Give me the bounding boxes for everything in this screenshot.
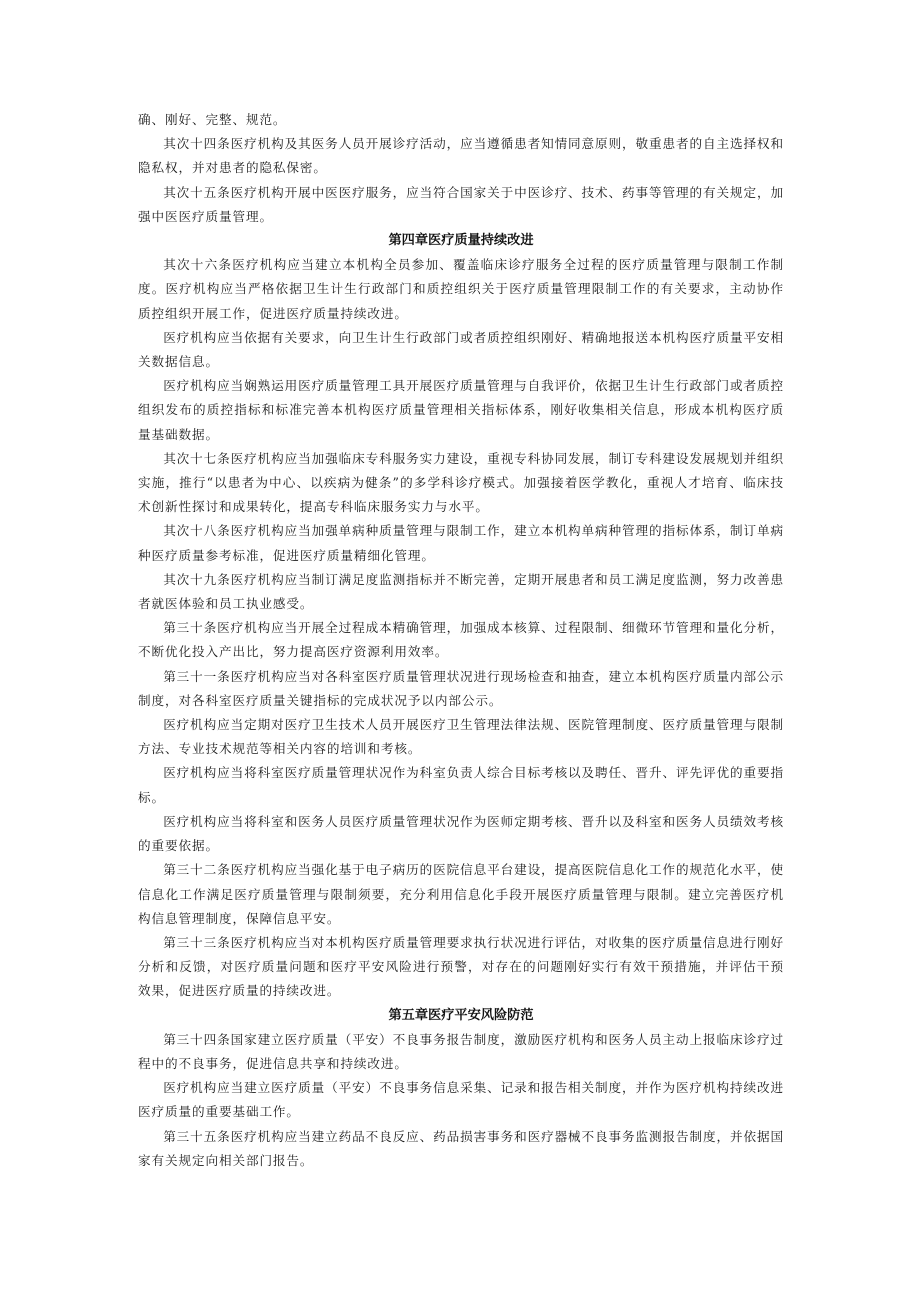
paragraph: 医疗机构应当依据有关要求，向卫生计生行政部门或者质控组织刚好、精确地报送本机构医疗质量平安相关数据信息。: [138, 329, 784, 370]
paragraph: 其次十九条医疗机构应当制订满足度监测指标并不断完善，定期开展患者和员工满足度监测，努力改善患者就医体验和员工执业感受。: [138, 571, 784, 612]
paragraph: 医疗机构应当建立医疗质量（平安）不良事务信息采集、记录和报告相关制度，并作为医疗机构持续改进医疗质量的重要基础工作。: [138, 1080, 784, 1120]
paragraph: 第三十二条医疗机构应当强化基于电子病历的医院信息平台建设，提高医院信息化工作的规范化水平，使信息化工作满足医疗质量管理与限制须要，充分利用信息化手段开展医疗质量管理与限制。建立完善医疗机构信息管理制度，保障信息平安。: [138, 862, 784, 926]
paragraph: 其次十五条医疗机构开展中医医疗服务，应当符合国家关于中医诊疗、技术、药事等管理的有关规定，加强中医医疗质量管理。: [138, 184, 784, 224]
paragraph: 第三十条医疗机构应当开展全过程成本精确管理，加强成本核算、过程限制、细微环节管理和量化分析，不断优化投入产出比，努力提高医疗资源利用效率。: [138, 620, 784, 660]
paragraph: 医疗机构应当将科室医疗质量管理状况作为科室负责人综合目标考核以及聘任、晋升、评先评优的重要指标。: [138, 765, 784, 805]
chapter-heading: 第五章医疗平安风险防范: [388, 1007, 534, 1023]
paragraph: 医疗机构应当娴熟运用医疗质量管理工具开展医疗质量管理与自我评价，依据卫生计生行政部门或者质控组织发布的质控指标和标准完善本机构医疗质量管理相关指标体系，刚好收集相关信息，形成本机构医疗质量基础数据。: [138, 378, 784, 442]
paragraph: 医疗机构应当将科室和医务人员医疗质量管理状况作为医师定期考核、晋升以及科室和医务人员绩效考核的重要依据。: [138, 813, 784, 854]
paragraph: 其次十七条医疗机构应当加强临床专科服务实力建设，重视专科协同发展，制订专科建设发展规划并组织实施，推行“以患者为中心、以疾病为健条”的多学科诊疗模式。加强接着医学教化，重视人才培育、临床技术创新性探讨和成果转化，提高专科临床服务实力与水平。: [138, 450, 784, 515]
chapter-heading: 第四章医疗质量持续改进: [388, 233, 534, 249]
paragraph: 其次十六条医疗机构应当建立本机构全员参加、覆盖临床诊疗服务全过程的医疗质量管理与限制工作制度。医疗机构应当严格依据卫生计生行政部门和质控组织关于医疗质量管理限制工作的有关要求，主动协作质控组织开展工作，促进医疗质量持续改进。: [138, 257, 784, 321]
paragraph: 第三十四条国家建立医疗质量（平安）不良事务报告制度，激励医疗机构和医务人员主动上报临床诊疗过程中的不良事务，促进信息共享和持续改进。: [138, 1031, 784, 1071]
paragraph: 第三十一条医疗机构应当对各科室医疗质量管理状况进行现场检查和抽查，建立本机构医疗质量内部公示制度，对各科室医疗质量关键指标的完成状况予以内部公示。: [138, 668, 784, 708]
paragraph: 第三十三条医疗机构应当对本机构医疗质量管理要求执行状况进行评估，对收集的医疗质量信息进行刚好分析和反馈，对医疗质量问题和医疗平安风险进行预警，对存在的问题刚好实行有效干预措施，并评估干预效果，促进医疗质量的持续改进。: [138, 934, 784, 999]
paragraph: 其次十四条医疗机构及其医务人员开展诊疗活动，应当遵循患者知情同意原则，敬重患者的自主选择权和隐私权，并对患者的隐私保密。: [138, 136, 784, 176]
paragraph: 第三十五条医疗机构应当建立药品不良反应、药品损害事务和医疗器械不良事务监测报告制度，并依据国家有关规定向相关部门报告。: [138, 1128, 784, 1168]
document-body: [138, 108, 784, 1173]
paragraph: 确、刚好、完整、规范。: [138, 112, 287, 127]
paragraph: 医疗机构应当定期对医疗卫生技术人员开展医疗卫生管理法律法规、医院管理制度、医疗质量管理与限制方法、专业技术规范等相关内容的培训和考核。: [138, 717, 784, 757]
paragraph: 其次十八条医疗机构应当加强单病种质量管理与限制工作，建立本机构单病种管理的指标体系，制订单病种医疗质量参考标准，促进医疗质量精细化管理。: [138, 523, 784, 563]
